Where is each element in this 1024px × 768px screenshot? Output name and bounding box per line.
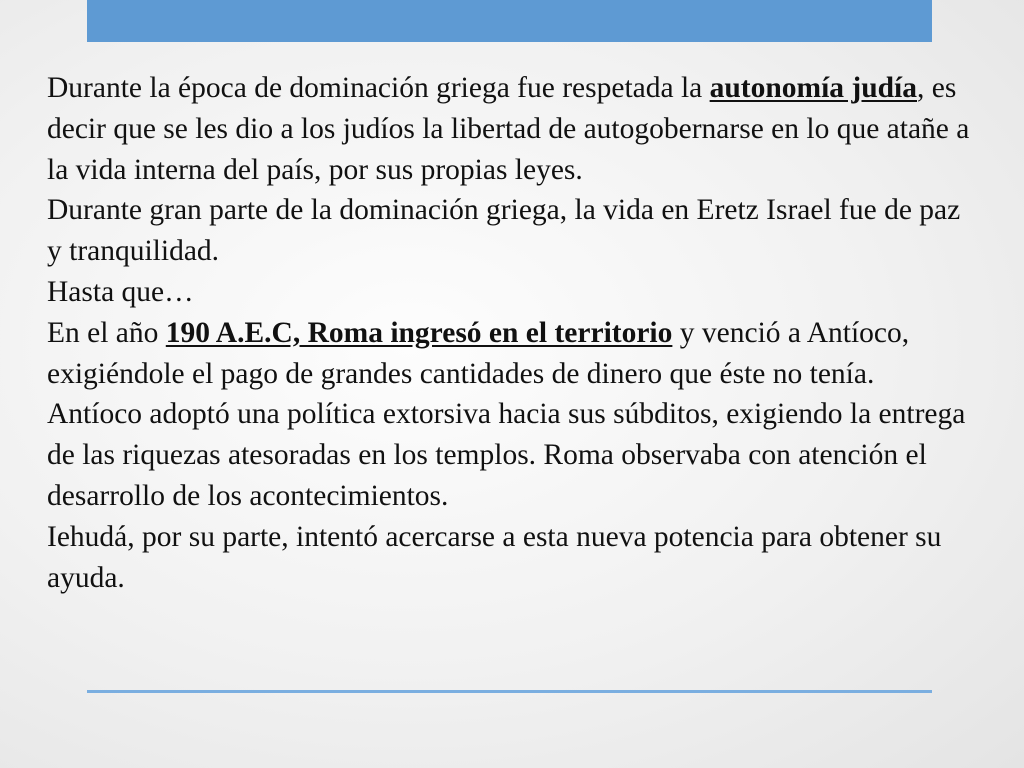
emphasis-text: autonomía judía [709,72,917,104]
paragraph [47,313,977,395]
footer-divider-line [87,690,932,693]
paragraph [47,394,977,516]
emphasis-text: 190 A.E.C, Roma ingresó en el territorio [165,316,673,349]
paragraph [47,272,977,313]
paragraph [47,517,977,599]
text-run: Durante gran parte de la dominación griega, la vida en Eretz Israel fue de paz y tranquilidad. [47,194,961,268]
text-run: Hasta que… [47,275,194,308]
text-run: Antíoco adoptó una política extorsiva hacia sus súbditos, exigiendo la entrega de las riquezas atesoradas en los templos. Roma observaba con atención el desarrollo de los acontecimientos. [47,398,966,512]
header-accent-bar [87,0,932,42]
text-run: En el año [47,316,166,349]
text-run: Iehudá, por su parte, intentó acercarse a esta nueva potencia para obtener su ayuda. [47,520,942,594]
text-run: y venció a Antíoco, exigiéndole el pago de grandes cantidades de dinero que éste no tenía. [47,316,910,390]
text-run: Durante la época de dominación griega fue respetada la [47,72,710,104]
paragraph [47,190,977,272]
slide-body-text [47,68,977,598]
paragraph [47,68,977,190]
text-run: , es decir que se les dio a los judíos la libertad de autogobernarse en lo que atañe a la vida interna del país, por sus propias leyes. [47,72,970,186]
